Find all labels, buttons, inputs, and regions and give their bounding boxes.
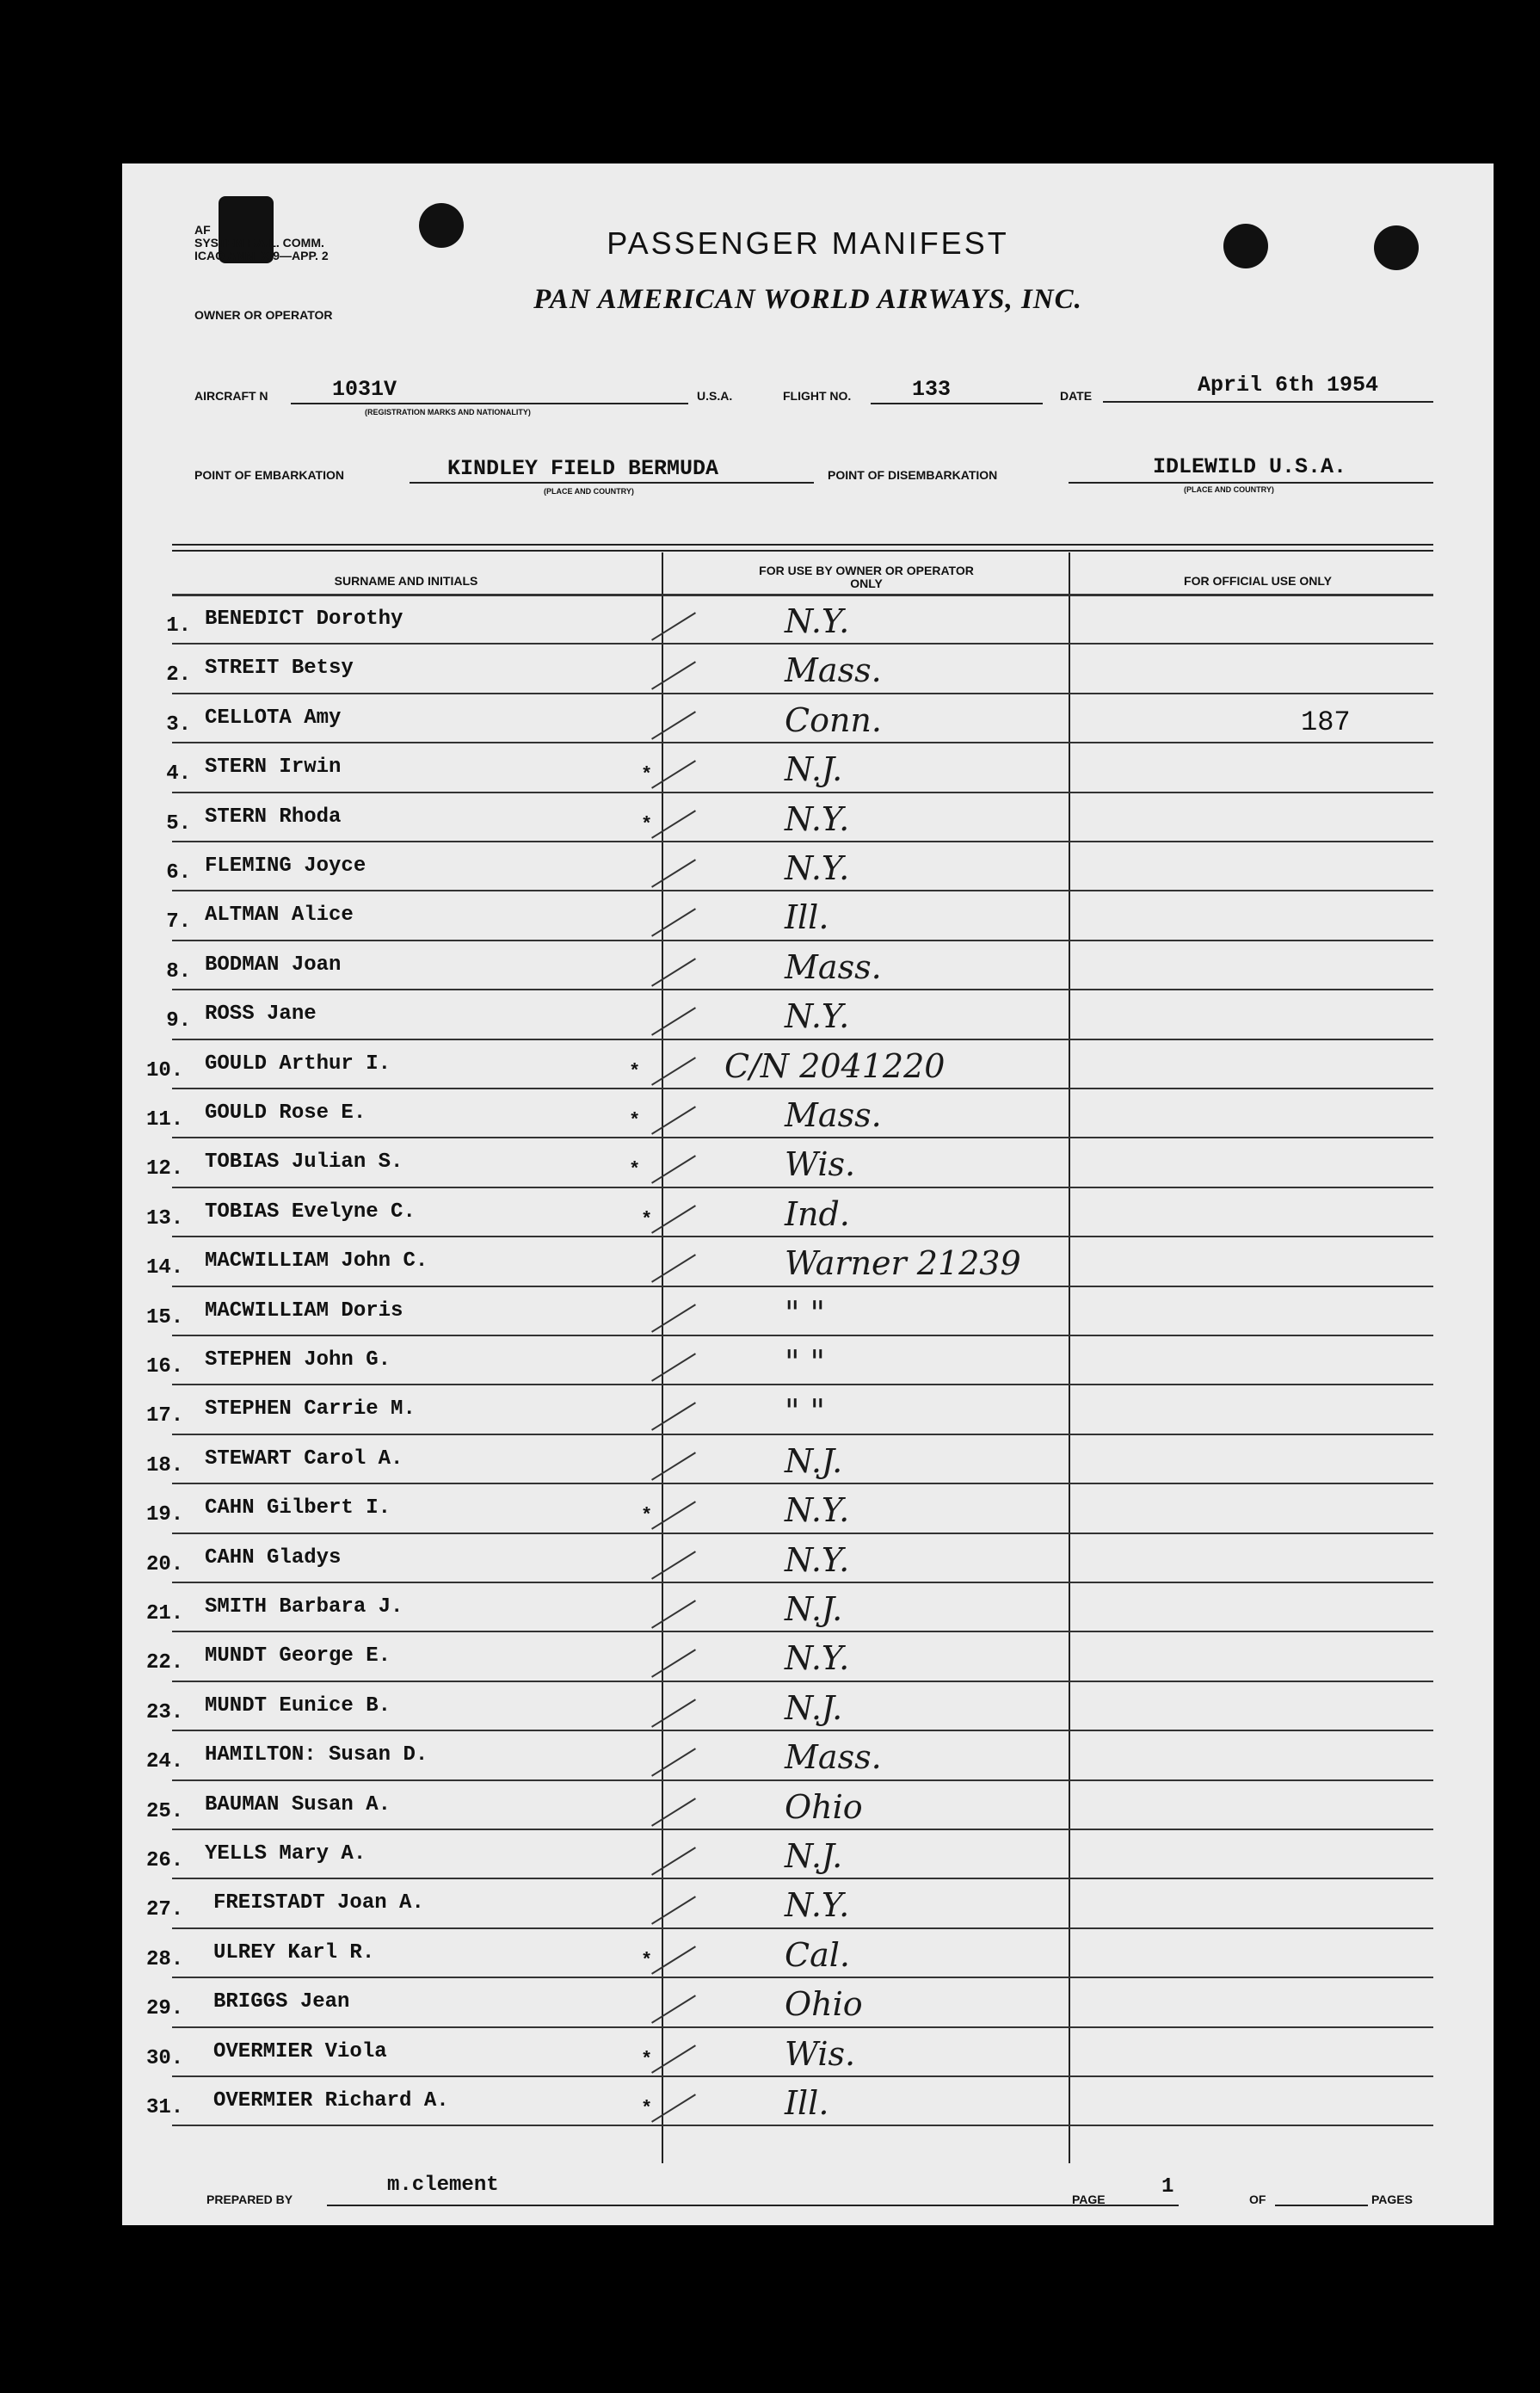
row-number: 24. (146, 1750, 184, 1774)
row-number: 18. (146, 1453, 184, 1477)
origin-note: " " (785, 1392, 826, 1431)
aircraft-sub: (REGISTRATION MARKS AND NATIONALITY) (365, 408, 531, 416)
origin-note: N.J. (785, 1441, 843, 1480)
origin-note: N.Y. (785, 849, 850, 887)
origin-note: N.Y. (785, 997, 850, 1036)
row-number: 16. (146, 1355, 184, 1378)
origin-note: N.Y. (785, 1491, 850, 1530)
row-number: 12. (146, 1157, 184, 1181)
row-rule (172, 1335, 1433, 1336)
row-rule (172, 1483, 1433, 1484)
row-rule (172, 1039, 1433, 1040)
row-number: 23. (146, 1700, 184, 1724)
row-number: 14. (146, 1256, 184, 1280)
check-tick (651, 1699, 696, 1727)
origin-note: Mass. (785, 947, 882, 986)
passenger-name: STEPHEN Carrie M. (205, 1397, 416, 1422)
passenger-name: MUNDT George E. (205, 1644, 391, 1668)
origin-note: Mass. (785, 1096, 882, 1134)
row-number: 1. (166, 614, 191, 638)
header-rule (172, 594, 1433, 596)
passenger-name: MACWILLIAM John C. (205, 1249, 428, 1274)
passenger-name: HAMILTON: Susan D. (205, 1743, 428, 1767)
company-name: PAN AMERICAN WORLD AIRWAYS, INC. (533, 284, 1082, 315)
owner-label: OWNER OR OPERATOR (194, 308, 333, 322)
passenger-name: YELLS Mary A. (205, 1842, 367, 1866)
underline (1069, 482, 1433, 484)
origin-note: Wis. (785, 2034, 856, 2073)
passenger-name: BAUMAN Susan A. (205, 1792, 391, 1816)
underline (1275, 2205, 1368, 2206)
row-number: 31. (146, 2096, 184, 2119)
origin-note: N.J. (785, 1590, 843, 1628)
origin-note: " " (785, 1343, 826, 1381)
check-tick (651, 810, 696, 838)
citizen-mark: * (641, 1208, 653, 1230)
passenger-name: TOBIAS Julian S. (205, 1150, 403, 1175)
passenger-name: CAHN Gilbert I. (205, 1496, 391, 1520)
check-tick (651, 909, 696, 937)
passenger-name: BODMAN Joan (205, 953, 342, 977)
underline (327, 2205, 1179, 2206)
passenger-name: ROSS Jane (205, 1002, 317, 1027)
row-rule (172, 1977, 1433, 1978)
origin-note: Wis. (785, 1145, 856, 1184)
row-rule (172, 1384, 1433, 1385)
check-tick (651, 612, 696, 640)
embark-label: POINT OF EMBARKATION (194, 468, 344, 482)
prepared-value: m.clement (387, 2174, 499, 2197)
check-tick (651, 1650, 696, 1678)
page-title: PASSENGER MANIFEST (607, 225, 1009, 261)
page-value: 1 (1161, 2175, 1174, 2199)
column-header-name: SURNAME AND INITIALS (334, 574, 478, 588)
disembark-value: IDLEWILD U.S.A. (1153, 454, 1347, 479)
row-rule (172, 1187, 1433, 1188)
official-note: 187 (1301, 706, 1351, 738)
form-ref-line: ICAO ANNEX 9—APP. 2 (194, 249, 329, 262)
origin-note: Conn. (785, 700, 882, 739)
row-number: 29. (146, 1997, 184, 2021)
check-tick (651, 1106, 696, 1134)
row-number: 17. (146, 1404, 184, 1428)
underline (410, 482, 814, 484)
row-rule (172, 1927, 1433, 1929)
row-number: 30. (146, 2046, 184, 2070)
underline (871, 403, 1043, 404)
row-rule (172, 1236, 1433, 1237)
check-tick (651, 859, 696, 887)
passenger-name: MACWILLIAM Doris (205, 1298, 403, 1323)
passenger-name: FLEMING Joyce (205, 854, 367, 878)
underline (291, 403, 688, 404)
row-rule (172, 1631, 1433, 1632)
form-ref-line: AF (194, 223, 211, 237)
passenger-name: STEWART Carol A. (205, 1446, 403, 1471)
row-number: 5. (166, 811, 191, 836)
passenger-name: CAHN Gladys (205, 1545, 342, 1570)
passenger-name: BRIGGS Jean (213, 1990, 350, 2014)
check-tick (651, 958, 696, 986)
origin-note: Warner 21239 (785, 1244, 1021, 1283)
citizen-mark: * (629, 1060, 641, 1082)
flight-value: 133 (912, 377, 952, 402)
row-number: 4. (166, 762, 191, 786)
passenger-name: STERN Irwin (205, 756, 342, 780)
origin-note: Ohio (785, 1985, 863, 2024)
row-number: 9. (166, 1009, 191, 1033)
disembark-sub: (PLACE AND COUNTRY) (1184, 485, 1274, 494)
citizen-mark: * (641, 813, 653, 836)
row-number: 28. (146, 1947, 184, 1971)
passenger-name: MUNDT Eunice B. (205, 1693, 391, 1718)
row-number: 21. (146, 1602, 184, 1625)
passenger-name: STREIT Betsy (205, 657, 354, 681)
row-rule (172, 2075, 1433, 2077)
flight-label: FLIGHT NO. (783, 389, 852, 403)
passenger-name: SMITH Barbara J. (205, 1595, 403, 1619)
citizen-mark: * (641, 2098, 653, 2119)
row-rule (172, 643, 1433, 645)
aircraft-value: 1031V (332, 377, 397, 402)
of-label: OF (1249, 2193, 1266, 2206)
origin-note: Mass. (785, 651, 882, 690)
check-tick (651, 1304, 696, 1332)
row-rule (172, 1582, 1433, 1583)
row-rule (172, 989, 1433, 990)
column-header-official: FOR OFFICIAL USE ONLY (1184, 574, 1332, 588)
row-number: 20. (146, 1552, 184, 1576)
check-tick (651, 2045, 696, 2073)
origin-note: Ind. (785, 1194, 850, 1233)
origin-note: N.Y. (785, 1639, 850, 1678)
check-tick (651, 1403, 696, 1431)
check-tick (651, 1353, 696, 1381)
row-number: 25. (146, 1799, 184, 1823)
passenger-name: TOBIAS Evelyne C. (205, 1200, 416, 1224)
column-divider (1069, 552, 1070, 2163)
row-rule (172, 1434, 1433, 1435)
usa-label: U.S.A. (697, 389, 733, 403)
check-tick (651, 711, 696, 739)
check-tick (651, 1600, 696, 1628)
table-top-rule (172, 544, 1433, 552)
row-rule (172, 792, 1433, 793)
check-tick (651, 1205, 696, 1233)
manifest-sheet (122, 163, 1494, 2225)
check-tick (651, 662, 696, 690)
check-tick (651, 1452, 696, 1480)
underline (1103, 401, 1433, 403)
pages-label: PAGES (1371, 2193, 1413, 2206)
origin-note: N.J. (785, 1688, 843, 1727)
row-rule (172, 2125, 1433, 2126)
origin-note: " " (785, 1293, 826, 1332)
form-ref-line: SYSTEM F.A.L. COMM. (194, 236, 324, 250)
check-tick (651, 1897, 696, 1925)
row-rule (172, 1779, 1433, 1781)
row-rule (172, 2026, 1433, 2028)
row-rule (172, 1829, 1433, 1830)
row-number: 26. (146, 1849, 184, 1872)
row-rule (172, 940, 1433, 941)
passenger-name: OVERMIER Richard A. (213, 2089, 449, 2112)
row-number: 19. (146, 1503, 184, 1527)
check-tick (651, 1551, 696, 1579)
passenger-name: ALTMAN Alice (205, 904, 354, 928)
row-number: 8. (166, 959, 191, 984)
row-number: 22. (146, 1651, 184, 1675)
prepared-label: PREPARED BY (206, 2193, 293, 2206)
citizen-mark: * (629, 1110, 641, 1132)
check-tick (651, 1847, 696, 1875)
origin-note: N.Y. (785, 1540, 850, 1579)
date-value: April 6th 1954 (1198, 373, 1379, 398)
origin-note: C/N 2041220 (724, 1046, 946, 1085)
passenger-name: CELLOTA Amy (205, 706, 342, 730)
origin-note: Mass. (785, 1738, 882, 1777)
row-rule (172, 1088, 1433, 1089)
origin-note: N.J. (785, 1837, 843, 1875)
row-rule (172, 1533, 1433, 1534)
check-tick (651, 1798, 696, 1826)
row-number: 3. (166, 712, 191, 737)
citizen-mark: * (629, 1159, 641, 1181)
check-tick (651, 1156, 696, 1184)
row-number: 7. (166, 910, 191, 934)
check-tick (651, 1995, 696, 2023)
row-rule (172, 841, 1433, 842)
row-rule (172, 1286, 1433, 1287)
row-number: 27. (146, 1898, 184, 1922)
check-tick (651, 1254, 696, 1282)
passenger-name: OVERMIER Viola (213, 2039, 387, 2063)
origin-note: N.Y. (785, 1886, 850, 1925)
origin-note: Ill. (785, 2084, 829, 2122)
row-number: 13. (146, 1206, 184, 1230)
row-rule (172, 890, 1433, 891)
check-tick (651, 1946, 696, 1974)
row-rule (172, 742, 1433, 743)
citizen-mark: * (641, 1949, 653, 1971)
column-header-owner: FOR USE BY OWNER OR OPERATOR ONLY (759, 564, 974, 590)
row-number: 15. (146, 1305, 184, 1329)
row-rule (172, 1878, 1433, 1879)
row-number: 10. (146, 1058, 184, 1082)
row-number: 2. (166, 663, 191, 688)
passenger-name: GOULD Rose E. (205, 1101, 367, 1125)
passenger-name: GOULD Arthur I. (205, 1052, 391, 1076)
date-label: DATE (1060, 389, 1093, 403)
passenger-name: STEPHEN John G. (205, 1348, 391, 1372)
aircraft-label: AIRCRAFT N (194, 389, 268, 403)
row-number: 6. (166, 861, 191, 885)
check-tick (651, 1748, 696, 1776)
origin-note: N.Y. (785, 799, 850, 838)
passenger-name: ULREY Karl R. (213, 1940, 375, 1964)
column-divider (662, 552, 663, 2163)
citizen-mark: * (641, 2048, 653, 2070)
origin-note: Cal. (785, 1935, 850, 1974)
citizen-mark: * (641, 1505, 653, 1527)
row-rule (172, 1681, 1433, 1682)
citizen-mark: * (641, 764, 653, 786)
check-tick (651, 1057, 696, 1085)
embark-value: KINDLEY FIELD BERMUDA (447, 456, 719, 481)
check-tick (651, 1007, 696, 1035)
disembark-label: POINT OF DISEMBARKATION (828, 468, 998, 482)
origin-note: N.Y. (785, 602, 850, 640)
check-tick (651, 2094, 696, 2122)
row-rule (172, 1730, 1433, 1731)
check-tick (651, 760, 696, 788)
page-label: PAGE (1072, 2193, 1106, 2206)
passenger-name: BENEDICT Dorothy (205, 608, 403, 631)
origin-note: Ohio (785, 1787, 863, 1826)
passenger-name: STERN Rhoda (205, 805, 342, 829)
row-rule (172, 693, 1433, 694)
row-number: 11. (146, 1108, 184, 1132)
origin-note: N.J. (785, 750, 843, 789)
origin-note: Ill. (785, 898, 829, 937)
passenger-name: FREISTADT Joan A. (213, 1891, 424, 1915)
check-tick (651, 1501, 696, 1529)
row-rule (172, 1137, 1433, 1138)
embark-sub: (PLACE AND COUNTRY) (544, 487, 634, 496)
